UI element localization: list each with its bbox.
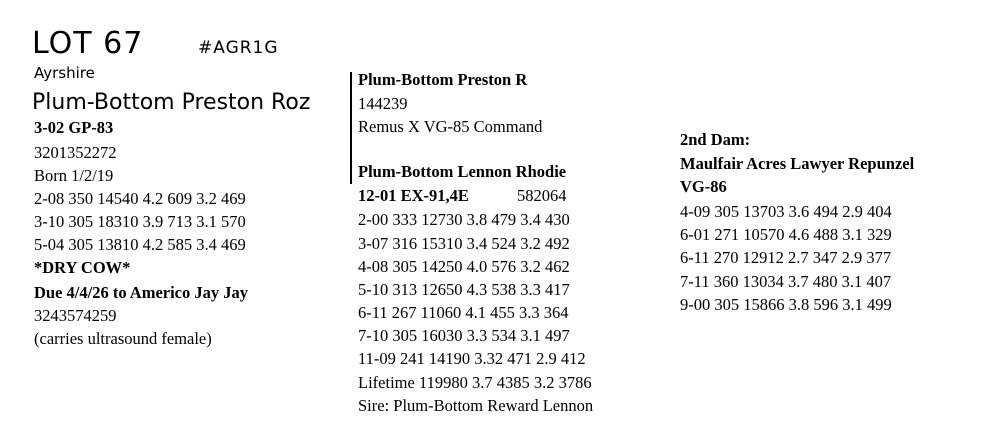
second-dam-production-record: 4-09 305 13703 3.6 494 2.9 404 [680,202,892,221]
second-dam-production-record: 9-00 305 15866 3.8 596 3.1 499 [680,295,892,314]
sire-pedigree: Remus X VG-85 Command [358,117,543,136]
dam-classification: 12-01 EX-91,4E [358,186,469,205]
status-label: *DRY COW* [34,258,131,277]
breed-label: Ayrshire [34,64,95,82]
service-sire-number: 3243574259 [34,306,117,325]
second-dam-production-record: 6-11 270 12912 2.7 347 2.9 377 [680,248,892,267]
second-dam-production-record: 7-11 360 13034 3.7 480 3.1 407 [680,272,892,291]
second-dam-heading: 2nd Dam: [680,130,751,149]
dam-production-record: 11-09 241 14190 3.32 471 2.9 412 [358,349,586,368]
birth-date: Born 1/2/19 [34,166,114,185]
second-dam-name: Maulfair Acres Lawyer Repunzel [680,154,915,173]
sire-name: Plum-Bottom Preston R [358,70,528,89]
dam-production-record: 5-10 313 12650 4.3 538 3.3 417 [358,280,570,299]
dam-production-record: 2-00 333 12730 3.8 479 3.4 430 [358,210,570,229]
second-dam-production-record: 6-01 271 10570 4.6 488 3.1 329 [680,225,892,244]
pregnancy-note: (carries ultrasound female) [34,329,212,348]
dam-production-record: 7-10 305 16030 3.3 534 3.1 497 [358,326,570,345]
dam-production-record: 6-11 267 11060 4.1 455 3.3 364 [358,303,569,322]
sire-number: 144239 [358,94,408,113]
dam-production-record: 4-08 305 14250 4.0 576 3.2 462 [358,257,570,276]
lot-tag: #AGR1G [198,38,279,58]
production-record: 5-04 305 13810 4.2 585 3.4 469 [34,235,246,254]
due-date: Due 4/4/26 to Americo Jay Jay [34,283,249,302]
dam-name: Plum-Bottom Lennon Rhodie [358,162,567,181]
pedigree-divider [350,72,352,184]
dam-production-record: 3-07 316 15310 3.4 524 3.2 492 [358,234,570,253]
dam-lifetime-record: Lifetime 119980 3.7 4385 3.2 3786 [358,373,592,392]
animal-name: Plum-Bottom Preston Roz [32,90,311,115]
registration-number: 3201352272 [34,143,117,162]
production-record: 2-08 350 14540 4.2 609 3.2 469 [34,189,246,208]
animal-classification: 3-02 GP-83 [34,118,114,137]
production-record: 3-10 305 18310 3.9 713 3.1 570 [34,212,246,231]
second-dam-classification: VG-86 [680,177,727,196]
dam-sire: Sire: Plum-Bottom Reward Lennon [358,396,594,415]
lot-title: LOT 67 [32,26,144,61]
dam-number: 582064 [517,186,567,205]
